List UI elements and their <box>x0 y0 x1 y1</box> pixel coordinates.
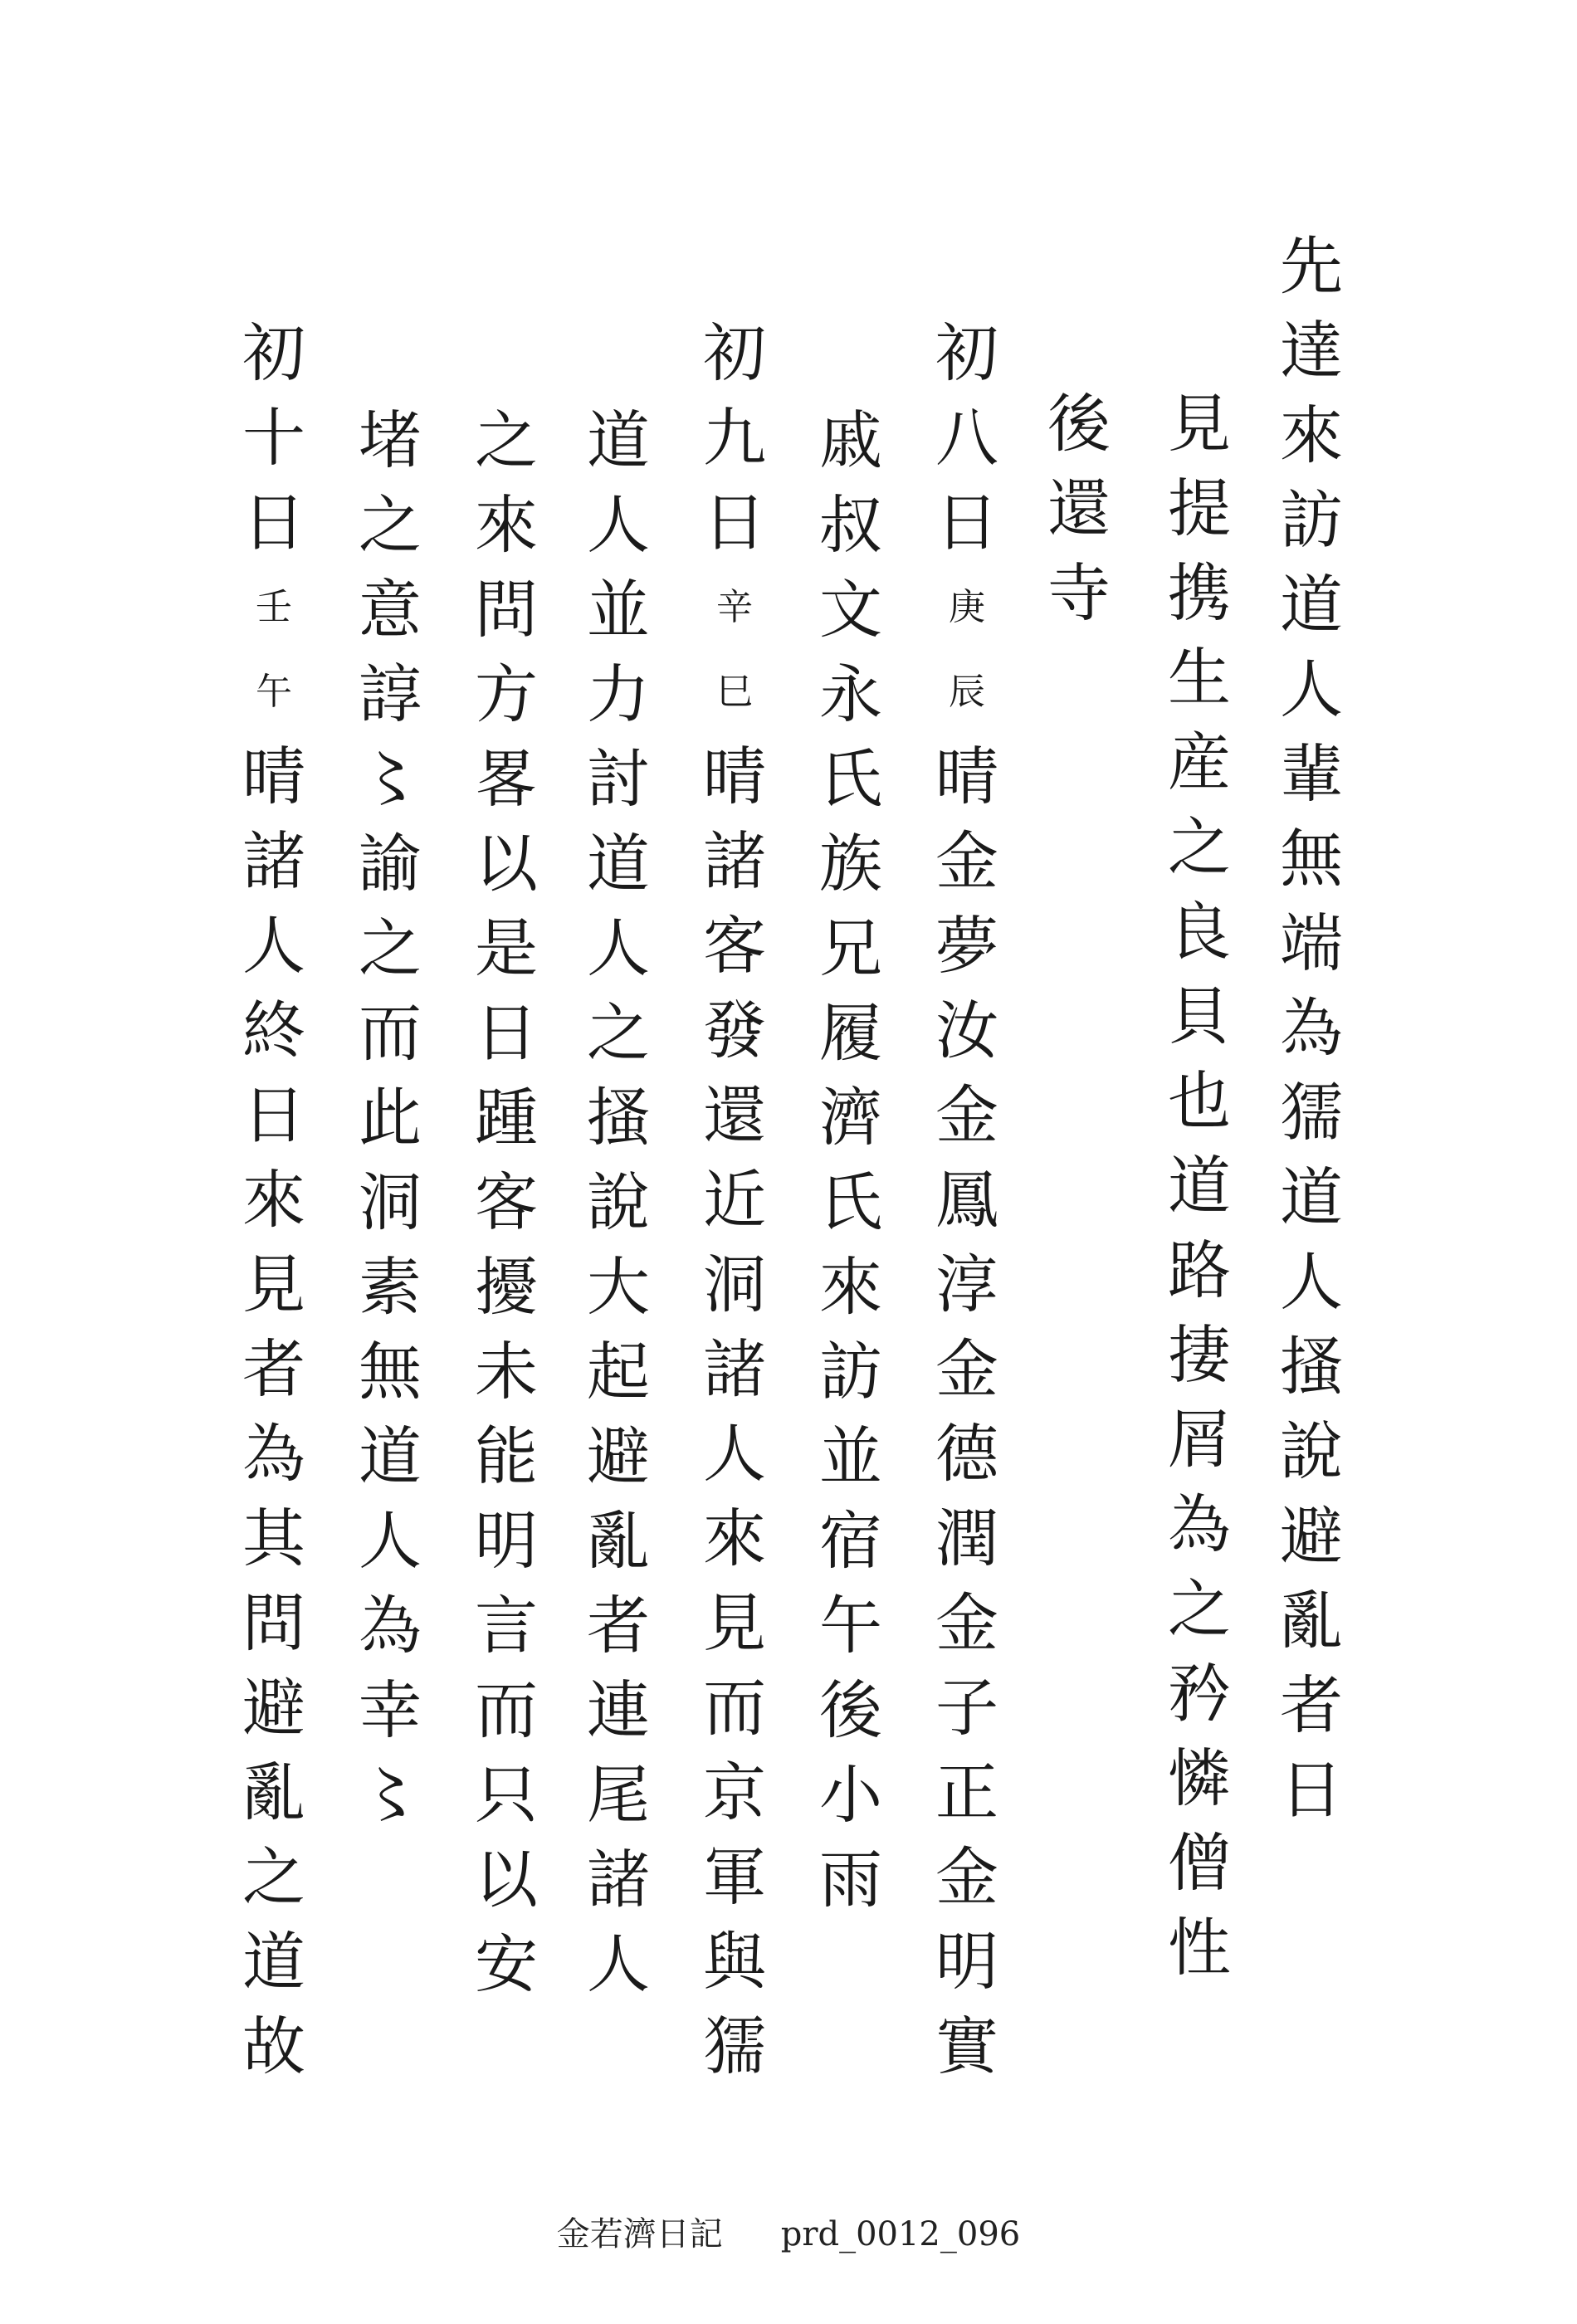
column-character: 堵 <box>359 403 422 477</box>
column-character: 之 <box>359 488 422 562</box>
column-character: 戚 <box>819 403 882 477</box>
column-character: 見 <box>1168 387 1231 461</box>
text-column-4 <box>921 311 1013 2089</box>
column-character: 之 <box>359 911 422 985</box>
column-character: 來 <box>703 1501 766 1575</box>
column-character: 晴 <box>703 740 766 813</box>
column-character: 之 <box>1168 1572 1231 1646</box>
column-character: 諭 <box>359 827 422 901</box>
column-character: 午 <box>256 671 292 713</box>
column-character: 金 <box>935 1332 998 1406</box>
text-column-3 <box>1033 382 1125 636</box>
column-character: 矜 <box>1168 1657 1231 1731</box>
column-character: 諸 <box>703 1332 766 1406</box>
column-character: 意 <box>359 573 422 647</box>
column-character: 其 <box>242 1501 305 1575</box>
column-character: 金 <box>935 1078 998 1152</box>
column-character: 辛 <box>716 586 753 628</box>
text-column-7 <box>573 398 664 2007</box>
page-identifier: prd_0012_096 <box>780 2215 1021 2253</box>
column-character: 方 <box>475 657 538 731</box>
column-character: 避 <box>587 1419 650 1493</box>
column-character: 道 <box>1280 1160 1343 1234</box>
column-character: 為 <box>242 1417 305 1491</box>
column-character: 生 <box>1168 641 1231 715</box>
page-footer <box>0 2208 1577 2255</box>
column-character: 道 <box>359 1419 422 1493</box>
column-character: 兄 <box>819 911 882 985</box>
column-character: 人 <box>587 1927 650 2001</box>
column-character: 而 <box>703 1671 766 1745</box>
column-character: 來 <box>475 488 538 562</box>
column-character: 文 <box>819 573 882 647</box>
column-character: 日 <box>935 486 998 559</box>
text-column-1 <box>1266 224 1357 1833</box>
column-character: 大 <box>587 1250 650 1324</box>
column-character: 鳳 <box>935 1163 998 1237</box>
column-character: 畧 <box>475 742 538 816</box>
column-character: 日 <box>242 1078 305 1152</box>
column-character: 問 <box>475 573 538 647</box>
column-character: 訪 <box>819 1335 882 1409</box>
column-character: 氏 <box>819 1165 882 1239</box>
column-character: 以 <box>475 1843 538 1916</box>
column-character: 諸 <box>242 824 305 898</box>
column-character: 言 <box>475 1589 538 1662</box>
column-character: 之 <box>587 996 650 1070</box>
column-character: 後 <box>819 1673 882 1747</box>
column-character: 還 <box>703 1078 766 1152</box>
column-character: 能 <box>475 1419 538 1493</box>
text-column-6 <box>689 311 780 2089</box>
column-character: 日 <box>242 486 305 559</box>
column-character: 濟 <box>819 1081 882 1155</box>
column-character: 諄 <box>359 657 422 731</box>
column-character: 擾 <box>475 1250 538 1324</box>
column-character: 提 <box>1168 471 1231 545</box>
column-character: 晴 <box>935 740 998 813</box>
column-character: 寺 <box>1047 556 1111 630</box>
column-character: 先 <box>1280 229 1343 303</box>
column-character: 人 <box>242 909 305 983</box>
column-character: 〻 <box>359 742 422 816</box>
column-character: 故 <box>242 2009 305 2083</box>
column-character: 庚 <box>949 586 985 628</box>
column-character: 初 <box>242 316 305 390</box>
column-character: 獳 <box>703 2009 766 2083</box>
column-character: 者 <box>587 1589 650 1662</box>
column-character: 潤 <box>935 1501 998 1575</box>
column-character: 氏 <box>819 742 882 816</box>
column-character: 獳 <box>1280 1076 1343 1150</box>
column-character: 搔 <box>1280 1330 1343 1404</box>
text-column-10 <box>228 311 320 2089</box>
column-character: 避 <box>242 1671 305 1745</box>
column-character: 携 <box>1168 556 1231 630</box>
column-character: 人 <box>1280 652 1343 726</box>
column-character: 避 <box>1280 1499 1343 1573</box>
column-character: 人 <box>359 1504 422 1578</box>
column-character: 之 <box>475 403 538 477</box>
column-character: 之 <box>242 1840 305 1914</box>
column-character: 無 <box>359 1335 422 1409</box>
column-character: 客 <box>475 1165 538 1239</box>
column-character: 壬 <box>256 586 292 628</box>
column-character: 與 <box>703 1925 766 1999</box>
column-character: 小 <box>819 1758 882 1832</box>
book-title: 金若濟日記 <box>556 2215 723 2253</box>
column-character: 近 <box>703 1163 766 1237</box>
column-character: 夢 <box>935 909 998 983</box>
column-character: 淳 <box>935 1247 998 1321</box>
column-character: 道 <box>242 1925 305 1999</box>
column-character: 正 <box>935 1755 998 1829</box>
column-character: 來 <box>819 1250 882 1324</box>
column-character: 後 <box>1047 387 1111 461</box>
column-character: 為 <box>1280 991 1343 1065</box>
column-character: 八 <box>935 401 998 475</box>
column-character: 見 <box>242 1247 305 1321</box>
column-character: 幸 <box>359 1673 422 1747</box>
column-character: 達 <box>1280 314 1343 388</box>
column-character: 踵 <box>475 1081 538 1155</box>
column-character: 者 <box>1280 1668 1343 1742</box>
column-character: 尾 <box>587 1758 650 1832</box>
column-character: 討 <box>587 742 650 816</box>
column-character: 是 <box>475 911 538 985</box>
column-character: 僧 <box>1168 1826 1231 1900</box>
column-character: 金 <box>935 824 998 898</box>
column-character: 日 <box>1280 1753 1343 1827</box>
column-character: 亂 <box>1280 1584 1343 1658</box>
column-character: 問 <box>242 1586 305 1660</box>
column-character: 無 <box>1280 822 1343 896</box>
column-character: 金 <box>935 1586 998 1660</box>
column-character: 以 <box>475 827 538 901</box>
column-character: 力 <box>587 657 650 731</box>
column-character: 為 <box>1168 1487 1231 1561</box>
column-character: 說 <box>1280 1414 1343 1488</box>
column-character: 晴 <box>242 740 305 813</box>
column-character: 九 <box>703 401 766 475</box>
column-character: 十 <box>242 401 305 475</box>
column-character: 人 <box>587 488 650 562</box>
column-character: 道 <box>587 403 650 477</box>
column-character: 搔 <box>587 1081 650 1155</box>
column-character: 起 <box>587 1335 650 1409</box>
column-character: 此 <box>359 1081 422 1155</box>
column-character: 人 <box>587 911 650 985</box>
column-character: 屑 <box>1168 1403 1231 1477</box>
column-character: 〻 <box>359 1758 422 1832</box>
column-character: 見 <box>703 1586 766 1660</box>
column-character: 而 <box>359 996 422 1070</box>
column-character: 金 <box>935 1840 998 1914</box>
text-column-8 <box>461 398 552 2007</box>
column-character: 憐 <box>1168 1741 1231 1815</box>
column-character: 路 <box>1168 1233 1231 1307</box>
column-character: 客 <box>703 909 766 983</box>
text-column-9 <box>344 398 436 1838</box>
column-character: 日 <box>703 486 766 559</box>
column-character: 輩 <box>1280 737 1343 811</box>
column-character: 來 <box>1280 398 1343 472</box>
column-character: 並 <box>587 573 650 647</box>
column-character: 貝 <box>1168 979 1231 1053</box>
column-character: 午 <box>819 1589 882 1662</box>
column-character: 初 <box>703 316 766 390</box>
column-character: 雨 <box>819 1843 882 1916</box>
column-character: 亂 <box>587 1504 650 1578</box>
column-character: 諸 <box>703 824 766 898</box>
column-character: 捿 <box>1168 1318 1231 1392</box>
column-character: 素 <box>359 1250 422 1324</box>
column-character: 子 <box>935 1671 998 1745</box>
column-character: 亂 <box>242 1755 305 1829</box>
column-character: 軍 <box>703 1840 766 1914</box>
column-character: 來 <box>242 1163 305 1237</box>
column-character: 安 <box>475 1927 538 2001</box>
column-character: 履 <box>819 996 882 1070</box>
text-column-5 <box>805 398 896 1922</box>
column-character: 初 <box>935 316 998 390</box>
column-character: 人 <box>1280 1245 1343 1319</box>
column-character: 並 <box>819 1419 882 1493</box>
column-character: 未 <box>475 1335 538 1409</box>
column-character: 之 <box>1168 810 1231 884</box>
column-character: 叔 <box>819 488 882 562</box>
column-character: 日 <box>475 996 538 1070</box>
column-character: 諸 <box>587 1843 650 1916</box>
column-character: 性 <box>1168 1911 1231 1985</box>
column-character: 汝 <box>935 994 998 1067</box>
column-character: 為 <box>359 1589 422 1662</box>
column-character: 說 <box>587 1165 650 1239</box>
column-character: 德 <box>935 1417 998 1491</box>
column-character: 還 <box>1047 471 1111 545</box>
column-character: 者 <box>242 1332 305 1406</box>
column-character: 端 <box>1280 906 1343 980</box>
column-character: 也 <box>1168 1064 1231 1138</box>
column-character: 洞 <box>703 1247 766 1321</box>
column-character: 明 <box>935 1925 998 1999</box>
column-character: 道 <box>587 827 650 901</box>
column-character: 發 <box>703 994 766 1067</box>
column-character: 只 <box>475 1758 538 1832</box>
column-character: 洞 <box>359 1165 422 1239</box>
column-character: 永 <box>819 657 882 731</box>
column-character: 族 <box>819 827 882 901</box>
column-character: 而 <box>475 1673 538 1747</box>
column-character: 終 <box>242 994 305 1067</box>
column-character: 人 <box>703 1417 766 1491</box>
column-character: 辰 <box>949 671 985 713</box>
column-character: 産 <box>1168 725 1231 799</box>
column-character: 道 <box>1280 568 1343 642</box>
column-character: 宿 <box>819 1504 882 1578</box>
column-character: 實 <box>935 2009 998 2083</box>
column-character: 道 <box>1168 1149 1231 1223</box>
column-character: 連 <box>587 1673 650 1747</box>
text-column-2 <box>1154 382 1245 1990</box>
column-character: 良 <box>1168 895 1231 969</box>
column-character: 京 <box>703 1755 766 1829</box>
column-character: 訪 <box>1280 483 1343 557</box>
column-character: 巳 <box>716 671 753 713</box>
column-character: 明 <box>475 1504 538 1578</box>
